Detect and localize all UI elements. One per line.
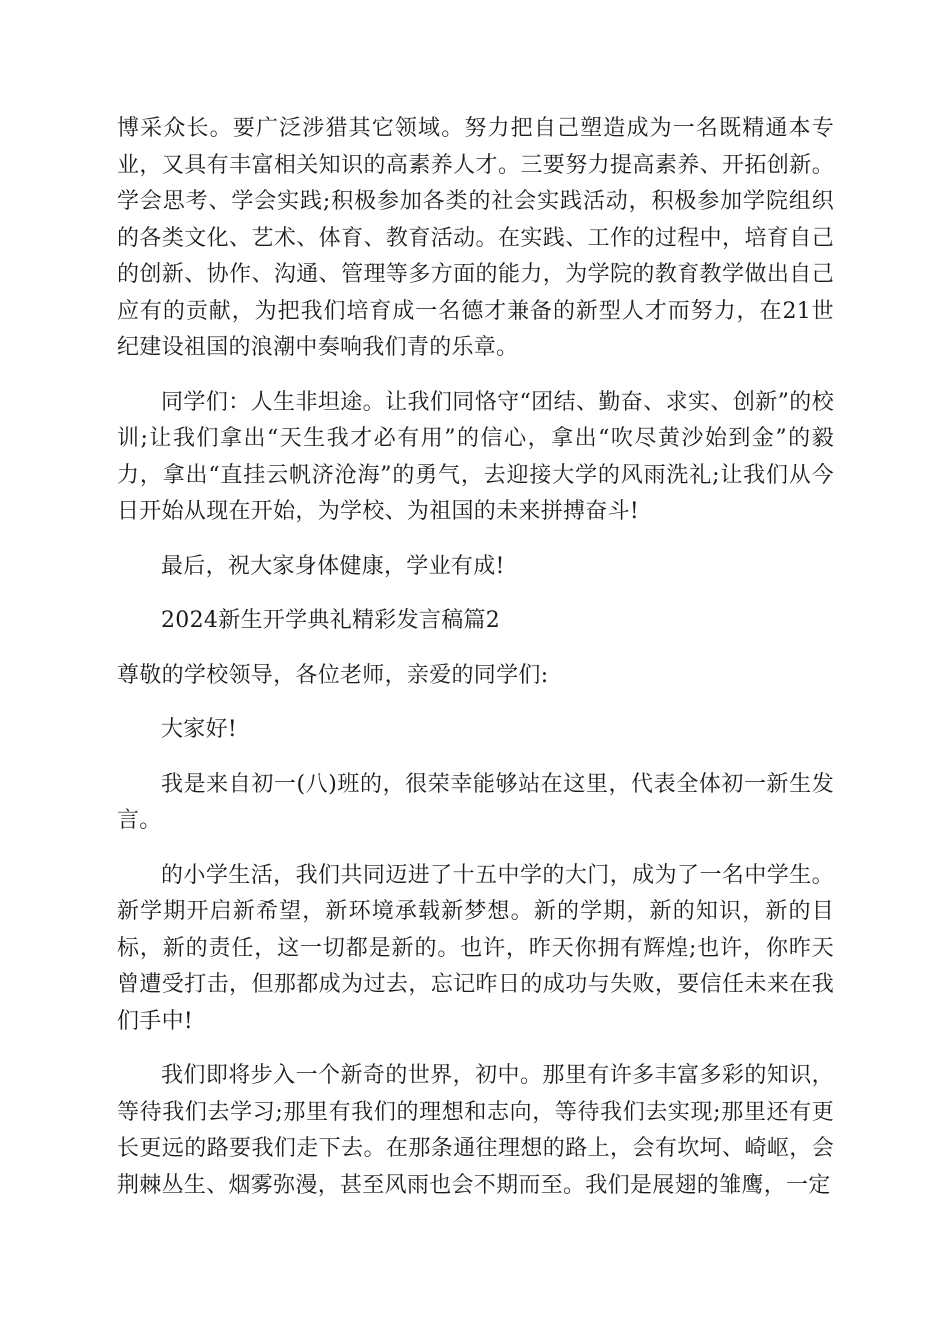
section-heading: 2024新生开学典礼精彩发言稿篇2 <box>161 608 501 633</box>
paragraph-new-semester: 的小学生活，我们共同迈进了十五中学的大门，成为了一名中学生。新学期开启新希望，新环境承载新梦想。新的学期，新的知识，新的目标，新的责任，这一切都是新的。也许，昨天你拥有辉煌;也许，你昨天曾遭受打击，但那都成为过去，忘记昨日的成功与失败，要信任未来在我们手中! <box>117 862 834 1034</box>
paragraph-classmates: 同学们：人生非坦途。让我们同恪守“团结、勤奋、求实、创新”的校训;让我们拿出“天生我才必有用”的信心，拿出“吹尽黄沙始到金”的毅力，拿出“直挂云帆济沧海”的勇气，去迎接大学的风雨洗礼;让我们从今日开始从现在开始，为学校、为祖国的未来拼搏奋斗! <box>117 389 834 524</box>
paragraph-salutation: 尊敬的学校领导，各位老师，亲爱的同学们: <box>117 662 549 688</box>
paragraph-introduction: 我是来自初一(八)班的，很荣幸能够站在这里，代表全体初一新生发言。 <box>117 771 834 833</box>
paragraph-closing-wish: 最后，祝大家身体健康，学业有成! <box>161 553 505 579</box>
paragraph-greeting: 大家好! <box>161 717 238 742</box>
paragraph-new-world: 我们即将步入一个新奇的世界，初中。那里有许多丰富多彩的知识，等待我们去学习;那里有我们的理想和志向，等待我们去实现;那里还有更长更远的路要我们走下去。在那条通往理想的路上，会有坎坷、崎岖，会荆棘丛生、烟雾弥漫，甚至风雨也会不期而至。我们是展翅的雏鹰，一定 <box>117 1063 834 1198</box>
paragraph-continuation: 博采众长。要广泛涉猎其它领域。努力把自己塑造成为一名既精通本专业，又具有丰富相关知识的高素养人才。三要努力提高素养、开拓创新。学会思考、学会实践;积极参加各类的社会实践活动，积极参加学院组织的各类文化、艺术、体育、教育活动。在实践、工作的过程中，培育自己的创新、协作、沟通、管理等多方面的能力，为学院的教育教学做出自己应有的贡献，为把我们培育成一名德才兼备的新型人才而努力，在21世纪建设祖国的浪潮中奏响我们青的乐章。 <box>117 116 834 360</box>
